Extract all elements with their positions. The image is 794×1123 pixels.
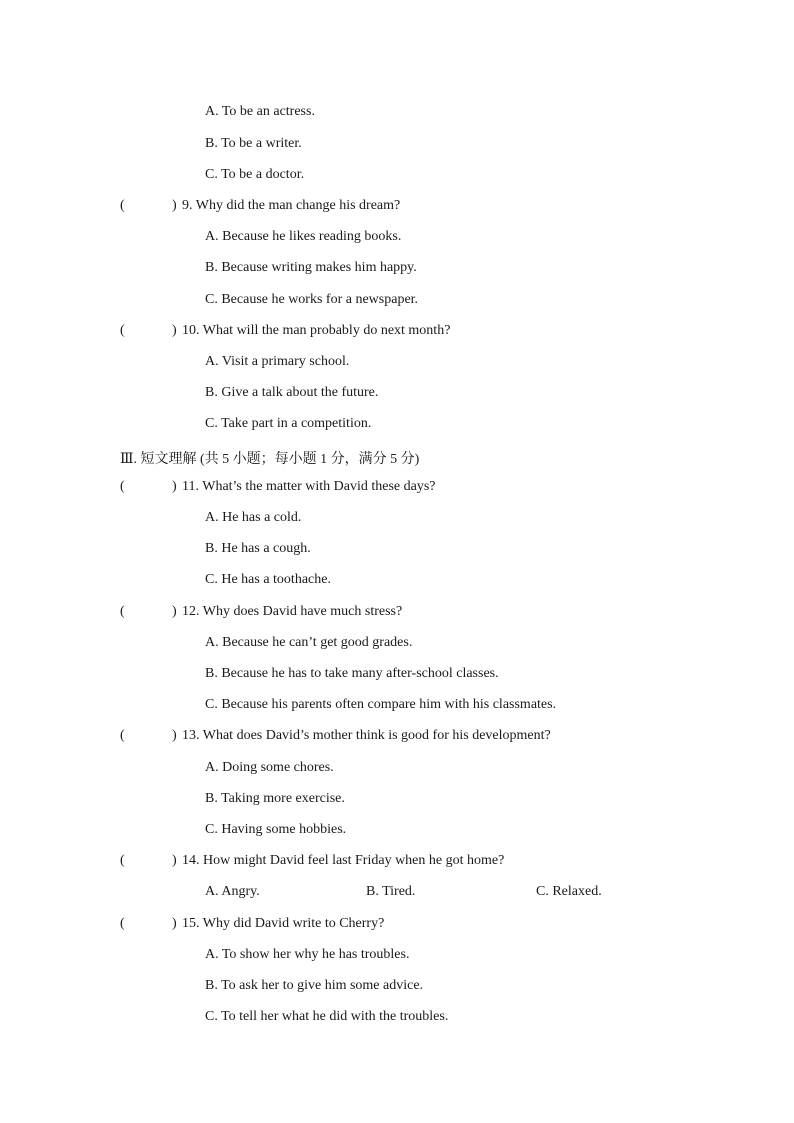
answer-paren-open: ( [120,728,125,743]
option-c: C. To be a doctor. [205,167,305,182]
option-c: C. Take part in a competition. [205,416,372,431]
answer-paren-close: ) [172,916,177,931]
option-a: A. Visit a primary school. [205,354,350,369]
option-b: B. Because writing makes him happy. [205,260,417,275]
question-text: 10. What will the man probably do next month? [182,323,451,338]
question-text: 14. How might David feel last Friday when he got home? [182,853,505,868]
question-text: 13. What does David’s mother think is good for his development? [182,728,551,743]
answer-paren-open: ( [120,479,125,494]
option-b: B. He has a cough. [205,541,311,556]
option-c: C. To tell her what he did with the troubles. [205,1009,449,1024]
question-text: 12. Why does David have much stress? [182,604,403,619]
option-b: B. To be a writer. [205,136,302,151]
answer-paren-close: ) [172,728,177,743]
answer-paren-open: ( [120,604,125,619]
option-c: C. Because he works for a newspaper. [205,292,419,307]
answer-paren-close: ) [172,198,177,213]
option-a: A. To be an actress. [205,104,315,119]
answer-paren-close: ) [172,853,177,868]
answer-paren-open: ( [120,853,125,868]
option-c: C. Having some hobbies. [205,822,347,837]
question-text: 15. Why did David write to Cherry? [182,916,385,931]
option-b: B. Taking more exercise. [205,791,345,806]
option-b: B. To ask her to give him some advice. [205,978,424,993]
answer-paren-close: ) [172,604,177,619]
option-b: B. Give a talk about the future. [205,385,379,400]
option-b: B. Tired. [366,884,416,899]
option-c: C. Relaxed. [536,884,602,899]
option-b: B. Because he has to take many after-school classes. [205,666,499,681]
option-a: A. Because he can’t get good grades. [205,635,413,650]
question-text: 9. Why did the man change his dream? [182,198,401,213]
section-heading: Ⅲ. 短文理解 (共 5 小题；每小题 1 分，满分 5 分) [120,452,420,467]
option-c: C. Because his parents often compare him with his classmates. [205,697,557,712]
answer-paren-close: ) [172,479,177,494]
option-a: A. Doing some chores. [205,760,334,775]
answer-paren-close: ) [172,323,177,338]
question-text: 11. What’s the matter with David these days? [182,479,436,494]
option-a: A. To show her why he has troubles. [205,947,410,962]
option-c: C. He has a toothache. [205,572,331,587]
option-a: A. He has a cold. [205,510,302,525]
option-a: A. Angry. [205,884,260,899]
answer-paren-open: ( [120,916,125,931]
answer-paren-open: ( [120,198,125,213]
option-a: A. Because he likes reading books. [205,229,402,244]
answer-paren-open: ( [120,323,125,338]
